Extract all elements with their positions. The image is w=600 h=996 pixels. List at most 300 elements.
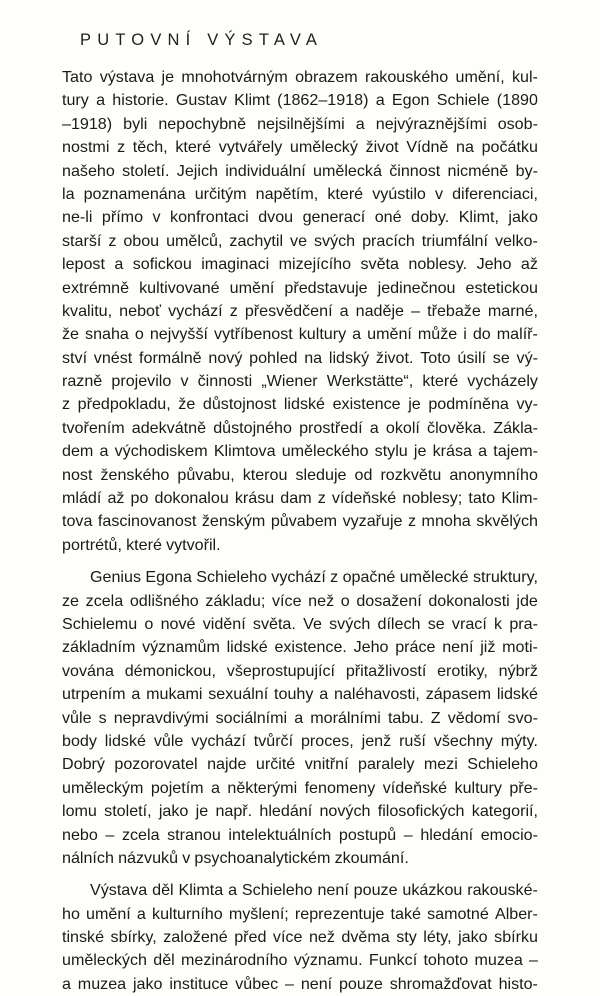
- word: půvabem: [270, 512, 338, 531]
- word: instituce: [169, 974, 229, 993]
- word: by-: [515, 161, 538, 180]
- word: a: [96, 91, 106, 110]
- word: a: [114, 255, 124, 274]
- word: třebaže: [427, 301, 481, 320]
- text-line: [62, 590, 538, 613]
- word: více: [272, 928, 303, 947]
- word: nový: [208, 348, 243, 367]
- word: všechny: [433, 731, 493, 750]
- text-line: [62, 370, 538, 393]
- word: o: [144, 614, 154, 633]
- word: oné: [374, 208, 402, 227]
- word: určité: [255, 755, 296, 774]
- word: dam: [280, 489, 312, 508]
- word: až: [520, 255, 538, 274]
- word: nostmi: [62, 138, 110, 157]
- word: mizejícího: [278, 255, 352, 274]
- word: podmíněna: [428, 395, 509, 414]
- body-text: [62, 66, 538, 996]
- word: významu.: [293, 951, 363, 970]
- word: rozkvětu: [380, 465, 442, 484]
- word: přitažlivostí: [345, 661, 427, 680]
- word: formálně: [139, 348, 202, 367]
- word: sleduje: [295, 465, 347, 484]
- word: Vídně: [406, 138, 449, 157]
- word: ve: [290, 231, 308, 250]
- word: napětím,: [255, 184, 319, 203]
- word: století,: [104, 802, 152, 821]
- word: kterou: [242, 465, 288, 484]
- word: život: [365, 138, 399, 157]
- word: existence.: [274, 638, 347, 657]
- text-line: [62, 253, 538, 276]
- word: paralely: [358, 755, 415, 774]
- word: Zákla-: [493, 418, 538, 437]
- word: a: [355, 114, 365, 133]
- word: Egon: [391, 91, 430, 110]
- word: kategorií,: [471, 802, 538, 821]
- word: la: [62, 184, 75, 203]
- text-line: [62, 277, 538, 300]
- word: že: [62, 325, 79, 344]
- word: s: [98, 708, 107, 727]
- word: myšlení;: [228, 904, 289, 923]
- word: světa.: [252, 614, 296, 633]
- word: vytříbenost: [214, 325, 293, 344]
- word: a: [369, 418, 379, 437]
- word: Egona: [145, 568, 192, 587]
- word: a: [136, 904, 146, 923]
- word: dvou: [258, 208, 294, 227]
- word: práce: [395, 638, 436, 657]
- word: život.: [375, 348, 414, 367]
- text-line: [62, 464, 538, 487]
- word: existence: [332, 395, 401, 414]
- word: není: [300, 974, 333, 993]
- word: vídeňské: [331, 489, 397, 508]
- word: děl: [152, 881, 174, 900]
- text-line: [62, 323, 538, 346]
- word: z: [108, 231, 117, 250]
- paragraph: [62, 66, 538, 557]
- text-line: [62, 347, 538, 370]
- text-line: [62, 206, 538, 229]
- word: vnést: [93, 348, 133, 367]
- word: a: [131, 685, 141, 704]
- word: krása: [432, 442, 472, 461]
- word: již: [480, 638, 496, 657]
- word: úsilí: [457, 348, 487, 367]
- word: obrazem: [295, 68, 358, 86]
- word: jde: [516, 591, 538, 610]
- word: opačné: [342, 568, 396, 587]
- word: muzea: [474, 951, 523, 970]
- word: tohoto: [423, 951, 469, 970]
- text-line: [62, 777, 538, 800]
- word: umění: [86, 904, 131, 923]
- word: předpokladu,: [77, 395, 171, 414]
- word: –: [529, 951, 538, 970]
- word: Schiele: [436, 91, 490, 110]
- word: vychází: [271, 568, 326, 587]
- word: dvěma: [341, 928, 390, 947]
- word: kultivované: [139, 278, 220, 297]
- word: nost: [62, 465, 93, 484]
- word: zcela: [85, 591, 124, 610]
- word: dosažení: [356, 591, 422, 610]
- word: extrémně: [62, 278, 130, 297]
- word: a: [99, 442, 109, 461]
- word: k: [494, 614, 503, 633]
- word: psychoanalytickém: [194, 848, 331, 867]
- word: svých: [313, 231, 356, 250]
- word: odlišného: [129, 591, 199, 610]
- word: jedinečnou: [377, 278, 456, 297]
- word: lidský: [328, 348, 370, 367]
- word: zachytil: [229, 231, 284, 250]
- word: démonickou,: [124, 661, 216, 680]
- word: po: [130, 489, 149, 508]
- text-line: [62, 800, 538, 823]
- word: mnoha: [421, 512, 471, 531]
- word: Funkcí: [368, 951, 418, 970]
- word: skvělých: [476, 512, 538, 531]
- word: konfrontaci: [170, 208, 249, 227]
- word: dokonalou: [154, 489, 229, 508]
- word: z: [62, 395, 71, 414]
- word: Jejich: [176, 161, 218, 180]
- word: nálních: [62, 848, 114, 867]
- word: naléhavosti,: [333, 685, 420, 704]
- word: tury: [62, 91, 89, 110]
- word: sofickou: [132, 255, 192, 274]
- word: struktury,: [472, 568, 538, 587]
- word: hledání: [420, 825, 474, 844]
- word: století.: [122, 161, 170, 180]
- word: že: [178, 395, 196, 414]
- word: dílech: [377, 614, 421, 633]
- word: zápasem: [425, 685, 491, 704]
- word: triumfální: [421, 231, 488, 250]
- word: pouze: [338, 974, 383, 993]
- word: činnost: [389, 161, 441, 180]
- word: pohled: [249, 348, 298, 367]
- word: vována: [62, 661, 114, 680]
- word: o: [134, 325, 144, 344]
- word: lidské: [226, 638, 268, 657]
- word: poznamenána: [83, 184, 186, 203]
- word: mezinárodního: [181, 951, 288, 970]
- word: imaginaci: [201, 255, 270, 274]
- word: Jeho: [476, 255, 512, 274]
- word: a: [375, 91, 385, 110]
- word: umělců,: [166, 231, 223, 250]
- text-line: [62, 417, 538, 440]
- word: malíř-: [496, 325, 538, 344]
- word: a: [352, 325, 362, 344]
- text-line: [62, 824, 538, 847]
- word: vidění: [202, 614, 246, 633]
- word: a: [319, 685, 329, 704]
- word: z: [317, 489, 326, 508]
- text-line: [62, 903, 538, 926]
- word: které: [175, 138, 212, 157]
- word: a: [294, 708, 304, 727]
- word: se: [492, 348, 510, 367]
- word: nejsilnějšími: [257, 114, 345, 133]
- word: uměleckých: [62, 951, 147, 970]
- word: vy-: [516, 395, 538, 414]
- word: vychází: [168, 301, 223, 320]
- word: Tato: [62, 68, 93, 86]
- word: dokonalosti: [428, 591, 510, 610]
- text-line: [62, 160, 538, 183]
- word: vychází: [191, 731, 246, 750]
- text-line: [62, 534, 538, 557]
- word: je: [161, 68, 175, 86]
- word: umění,: [455, 68, 505, 86]
- word: lidské: [283, 395, 326, 414]
- word: je: [413, 442, 427, 461]
- text-line: [62, 66, 538, 89]
- word: vytvářely: [218, 138, 283, 157]
- text-line: [62, 487, 538, 510]
- word: není: [317, 881, 349, 900]
- word: umění: [229, 278, 275, 297]
- text-line: [62, 136, 538, 159]
- word: není: [442, 638, 474, 657]
- word: činnosti: [197, 372, 253, 391]
- word: stranou: [167, 825, 221, 844]
- word: ho: [62, 904, 80, 923]
- word: ství: [62, 348, 88, 367]
- word: Genius: [90, 568, 141, 587]
- word: do: [472, 325, 491, 344]
- word: adekvátně: [131, 418, 207, 437]
- word: sty: [396, 928, 417, 947]
- word: na: [304, 348, 323, 367]
- text-line: [62, 566, 538, 589]
- word: z: [408, 512, 417, 531]
- word: východiskem: [114, 442, 208, 461]
- word: vnitřní: [304, 755, 349, 774]
- word: zkoumání.: [334, 848, 409, 867]
- word: kvalitu,: [62, 301, 113, 320]
- word: postupů: [338, 825, 397, 844]
- word: světa: [360, 255, 399, 274]
- text-line: [62, 973, 538, 996]
- word: –: [411, 301, 421, 320]
- word: lepost: [62, 255, 105, 274]
- word: starší: [62, 231, 102, 250]
- word: základu;: [205, 591, 266, 610]
- word: vůbec: [235, 974, 279, 993]
- word: všeprostupující: [226, 661, 336, 680]
- word: a: [339, 301, 349, 320]
- word: pozorovatel: [114, 755, 198, 774]
- word: více: [272, 591, 302, 610]
- word: léty,: [423, 928, 452, 947]
- word: ne-li: [62, 208, 93, 227]
- word: marné,: [487, 301, 538, 320]
- word: které: [126, 535, 162, 554]
- word: o: [340, 591, 350, 610]
- word: vý-: [516, 348, 538, 367]
- word: mukami: [146, 685, 203, 704]
- word: umělecký: [289, 138, 358, 157]
- word: i: [463, 325, 467, 344]
- word: razně: [62, 372, 103, 391]
- word: Toto: [420, 348, 451, 367]
- word: vědomí: [447, 708, 501, 727]
- word: počátku: [481, 138, 538, 157]
- word: názvuků: [118, 848, 179, 867]
- word: děl: [153, 951, 175, 970]
- word: portrétů,: [62, 535, 122, 554]
- word: ruší: [399, 731, 426, 750]
- text-line: [62, 636, 538, 659]
- word: nebo: [62, 825, 98, 844]
- word: histo-: [498, 974, 538, 993]
- word: najde: [207, 755, 247, 774]
- word: vrací: [451, 614, 487, 633]
- word: může: [417, 325, 458, 344]
- word: Schieleho: [467, 755, 538, 774]
- word: noblesy;: [402, 489, 463, 508]
- word: umění: [367, 325, 412, 344]
- word: (1862–1918): [277, 91, 369, 110]
- text-line: [62, 393, 538, 416]
- text-line: [62, 753, 538, 776]
- word: tvůrčí: [253, 731, 294, 750]
- word: než: [308, 591, 335, 610]
- word: v: [180, 372, 189, 391]
- word: Schieleho: [241, 881, 313, 900]
- word: určitým: [194, 184, 247, 203]
- word: mezi: [423, 755, 458, 774]
- word: Dobrý: [62, 755, 105, 774]
- word: přímo: [101, 208, 144, 227]
- word: anonymního: [449, 465, 538, 484]
- word: pracích: [362, 231, 415, 250]
- text-line: [62, 89, 538, 112]
- word: mýty.: [500, 731, 538, 750]
- word: jako: [508, 208, 538, 227]
- word: Klim-: [501, 489, 538, 508]
- word: půvabu,: [177, 465, 235, 484]
- page-title: PUTOVNÍ VÝSTAVA: [80, 31, 324, 49]
- word: neboť: [119, 301, 162, 320]
- word: tinské: [62, 928, 105, 947]
- word: –1918): [62, 114, 113, 133]
- word: diferenciaci,: [452, 184, 538, 203]
- word: z: [330, 568, 339, 587]
- word: důstojného: [213, 418, 292, 437]
- text-line: [62, 230, 538, 253]
- word: reprezentuje: [294, 904, 385, 923]
- word: je: [195, 802, 209, 821]
- word: v: [182, 848, 191, 867]
- word: se: [427, 614, 445, 633]
- word: svo-: [507, 708, 538, 727]
- word: jako: [158, 802, 189, 821]
- word: –: [403, 825, 413, 844]
- word: pra-: [509, 614, 538, 633]
- word: jako: [132, 974, 163, 993]
- word: z: [229, 301, 238, 320]
- word: Klimta: [178, 881, 224, 900]
- word: emocio-: [480, 825, 538, 844]
- word: –: [285, 974, 294, 993]
- word: některými: [227, 778, 298, 797]
- word: sbírky,: [110, 928, 157, 947]
- word: člověka.: [427, 418, 487, 437]
- word: rakouské-: [467, 881, 538, 900]
- word: jako: [458, 928, 488, 947]
- word: než: [308, 928, 335, 947]
- word: Klimt: [234, 91, 270, 110]
- word: kul-: [511, 68, 538, 86]
- word: uměleckého: [281, 442, 369, 461]
- word: pře-: [509, 778, 538, 797]
- paragraph: [62, 879, 538, 996]
- word: na: [456, 138, 474, 157]
- word: z: [117, 138, 126, 157]
- word: představuje: [284, 278, 368, 297]
- text-line: [62, 879, 538, 902]
- word: doby.: [411, 208, 450, 227]
- word: zcela: [121, 825, 160, 844]
- word: svých: [329, 614, 371, 633]
- word: sbírku: [494, 928, 538, 947]
- word: ze: [62, 591, 79, 610]
- word: muzea: [77, 974, 127, 993]
- word: vyústilo: [372, 184, 426, 203]
- text-line: [62, 113, 538, 136]
- word: lomu: [62, 802, 97, 821]
- word: vytvořil.: [166, 535, 221, 554]
- word: shromažďovat: [389, 974, 492, 993]
- word: např.: [215, 802, 253, 821]
- word: pouze: [353, 881, 398, 900]
- word: vycházely: [467, 372, 538, 391]
- word: Alber-: [494, 904, 538, 923]
- word: hledání: [259, 802, 313, 821]
- word: nýbrž: [498, 661, 538, 680]
- word: utrpením: [62, 685, 126, 704]
- word: mládí: [62, 489, 102, 508]
- word: výstava: [99, 68, 155, 86]
- word: založené: [163, 928, 228, 947]
- text-line: [62, 440, 538, 463]
- word: které: [327, 184, 364, 203]
- word: nejvyšší: [149, 325, 208, 344]
- word: tova: [62, 512, 93, 531]
- word: sexuální: [208, 685, 269, 704]
- word: stylu: [374, 442, 408, 461]
- word: základním: [62, 638, 136, 657]
- word: pojetím: [150, 778, 204, 797]
- word: fenomeny: [304, 778, 376, 797]
- word: erotiky,: [437, 661, 488, 680]
- word: dem: [62, 442, 94, 461]
- word: je: [408, 395, 421, 414]
- word: velko-: [494, 231, 538, 250]
- word: nové: [160, 614, 196, 633]
- word: noblesy.: [408, 255, 468, 274]
- word: vůle: [62, 708, 92, 727]
- text-line: [62, 926, 538, 949]
